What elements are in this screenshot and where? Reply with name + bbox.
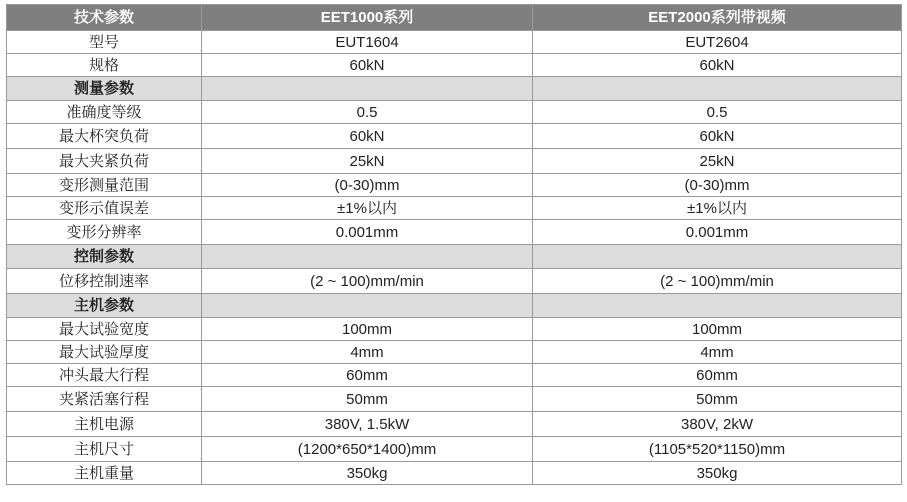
table-row [7, 174, 902, 197]
row-value-eet2000: 4mm [533, 341, 902, 364]
section-row-control [7, 245, 902, 269]
row-label: 最大试验厚度 [7, 341, 202, 364]
table-row [7, 269, 902, 294]
row-value-eet1000: (0-30)mm [202, 174, 533, 197]
row-value-eet2000: 60kN [533, 54, 902, 77]
row-value-eet2000: 0.5 [533, 101, 902, 124]
row-value-eet1000: ±1%以内 [202, 197, 533, 220]
section-row-measurement [7, 77, 902, 101]
table-row [7, 31, 902, 54]
row-value-eet1000: EUT1604 [202, 31, 533, 54]
row-value-eet1000: 60kN [202, 124, 533, 149]
row-value-eet2000: (2 ~ 100)mm/min [533, 269, 902, 294]
table-row [7, 101, 902, 124]
row-label: 夹紧活塞行程 [7, 387, 202, 412]
table-row [7, 387, 902, 412]
row-label: 冲头最大行程 [7, 364, 202, 387]
row-label: 最大试验宽度 [7, 318, 202, 341]
row-value-eet1000: 50mm [202, 387, 533, 412]
table-row [7, 412, 902, 437]
section-title: 主机参数 [7, 294, 202, 318]
header-eet2000: EET2000系列带视频 [533, 5, 902, 31]
section-blank-cell [533, 294, 902, 318]
row-label: 最大杯突负荷 [7, 124, 202, 149]
header-eet1000: EET1000系列 [202, 5, 533, 31]
row-value-eet2000: 100mm [533, 318, 902, 341]
table-row [7, 124, 902, 149]
row-value-eet2000: 350kg [533, 462, 902, 485]
section-blank-cell [533, 245, 902, 269]
row-label: 主机尺寸 [7, 437, 202, 462]
row-value-eet2000: EUT2604 [533, 31, 902, 54]
row-label: 型号 [7, 31, 202, 54]
row-label: 变形示值误差 [7, 197, 202, 220]
row-value-eet2000: (0-30)mm [533, 174, 902, 197]
row-value-eet1000: 0.001mm [202, 220, 533, 245]
spec-table [6, 4, 902, 485]
row-value-eet1000: (1200*650*1400)mm [202, 437, 533, 462]
row-label: 主机电源 [7, 412, 202, 437]
section-blank-cell [202, 77, 533, 101]
row-value-eet1000: 25kN [202, 149, 533, 174]
row-value-eet2000: (1105*520*1150)mm [533, 437, 902, 462]
section-blank-cell [202, 294, 533, 318]
table-row [7, 197, 902, 220]
table-row [7, 341, 902, 364]
table-row [7, 437, 902, 462]
row-value-eet1000: 0.5 [202, 101, 533, 124]
row-value-eet2000: 60mm [533, 364, 902, 387]
row-label: 准确度等级 [7, 101, 202, 124]
row-label: 变形测量范围 [7, 174, 202, 197]
row-label: 最大夹紧负荷 [7, 149, 202, 174]
row-label: 规格 [7, 54, 202, 77]
row-label: 变形分辨率 [7, 220, 202, 245]
table-row [7, 220, 902, 245]
section-blank-cell [533, 77, 902, 101]
row-value-eet2000: 380V, 2kW [533, 412, 902, 437]
row-value-eet1000: 60mm [202, 364, 533, 387]
table-row [7, 462, 902, 485]
row-value-eet2000: 50mm [533, 387, 902, 412]
row-value-eet2000: 25kN [533, 149, 902, 174]
section-title: 控制参数 [7, 245, 202, 269]
section-blank-cell [202, 245, 533, 269]
row-value-eet1000: 380V, 1.5kW [202, 412, 533, 437]
row-value-eet2000: 0.001mm [533, 220, 902, 245]
table-header-row [7, 5, 902, 31]
table-row [7, 54, 902, 77]
table-row [7, 149, 902, 174]
row-value-eet1000: 4mm [202, 341, 533, 364]
row-label: 主机重量 [7, 462, 202, 485]
row-value-eet2000: 60kN [533, 124, 902, 149]
section-title: 测量参数 [7, 77, 202, 101]
row-value-eet1000: (2 ~ 100)mm/min [202, 269, 533, 294]
table-row [7, 364, 902, 387]
row-value-eet2000: ±1%以内 [533, 197, 902, 220]
row-value-eet1000: 60kN [202, 54, 533, 77]
row-value-eet1000: 100mm [202, 318, 533, 341]
row-value-eet1000: 350kg [202, 462, 533, 485]
section-row-machine [7, 294, 902, 318]
row-label: 位移控制速率 [7, 269, 202, 294]
header-param-label: 技术参数 [7, 5, 202, 31]
table-row [7, 318, 902, 341]
spec-table-container [6, 4, 901, 485]
